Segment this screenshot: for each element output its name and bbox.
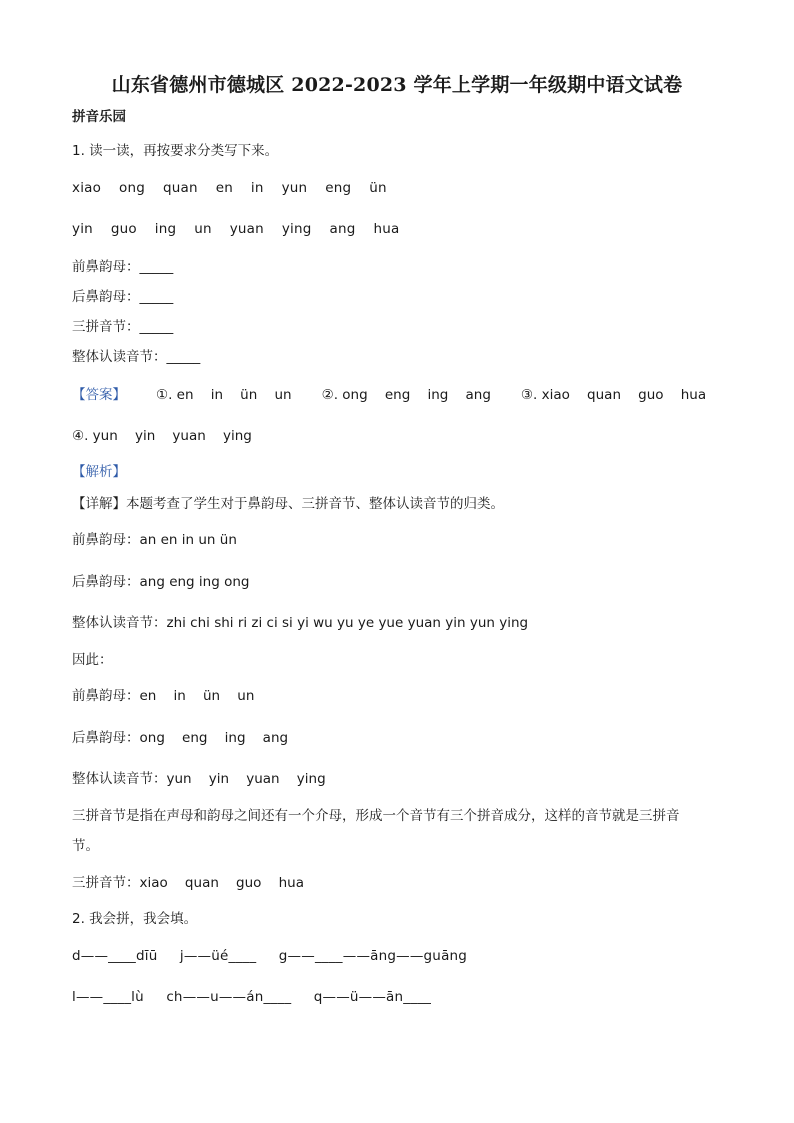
analysis-three-part-answer: 三拼音节：xiao quan guo hua [72, 875, 304, 891]
answer-line-2: ④. yun yin yuan ying [72, 428, 252, 444]
blank-whole-syllable: 整体认读音节：_____ [72, 349, 201, 365]
question-1-pinyin-row-2: yin guo ing un yuan ying ang hua [72, 221, 400, 237]
blank-three-part-syllable: 三拼音节：_____ [72, 319, 174, 335]
analysis-whole-syllable-answer: 整体认读音节：yun yin yuan ying [72, 771, 326, 787]
analysis-therefore: 因此： [72, 652, 113, 668]
analysis-back-nasal: 后鼻韵母：ang eng ing ong [72, 574, 250, 590]
question-1-prompt: 1. 读一读，再按要求分类写下来。 [72, 143, 279, 159]
blank-front-nasal: 前鼻韵母：_____ [72, 259, 174, 275]
analysis-label: 【解析】 [72, 464, 126, 480]
answer-items-1: ①. en in ün un ②. ong eng ing ang ③. xiao quan guo hua [156, 387, 707, 403]
analysis-explanation-2: 节。 [72, 838, 99, 854]
analysis-whole-syllable: 整体认读音节：zhi chi shi ri zi ci si yi wu yu ye yue yuan yin yun ying [72, 615, 529, 631]
answer-line-1 [72, 386, 706, 404]
analysis-front-nasal: 前鼻韵母：an en in un ün [72, 532, 237, 548]
analysis-back-nasal-answer: 后鼻韵母：ong eng ing ang [72, 730, 289, 746]
analysis-front-nasal-answer: 前鼻韵母：en in ün un [72, 688, 255, 704]
question-2-row-2: l——____lù ch——u——án____ q——ü——ān____ [72, 989, 432, 1005]
question-2-row-1: d——____dīū j——üé____ g——____——āng——guāng [72, 948, 468, 964]
section-heading: 拼音乐园 [72, 109, 126, 125]
question-2-prompt: 2. 我会拼，我会填。 [72, 911, 198, 927]
question-1-pinyin-row-1: xiao ong quan en in yun eng ün [72, 180, 387, 196]
answer-label: 【答案】 [72, 387, 126, 403]
analysis-explanation-1: 三拼音节是指在声母和韵母之间还有一个介母，形成一个音节有三个拼音成分，这样的音节就是三拼音 [72, 808, 680, 824]
analysis-detail: 【详解】本题考查了学生对于鼻韵母、三拼音节、整体认读音节的归类。 [72, 496, 504, 512]
page-title: 山东省德州市德城区 2022-2023 学年上学期一年级期中语文试卷 [111, 74, 683, 96]
blank-back-nasal: 后鼻韵母：_____ [72, 289, 174, 305]
